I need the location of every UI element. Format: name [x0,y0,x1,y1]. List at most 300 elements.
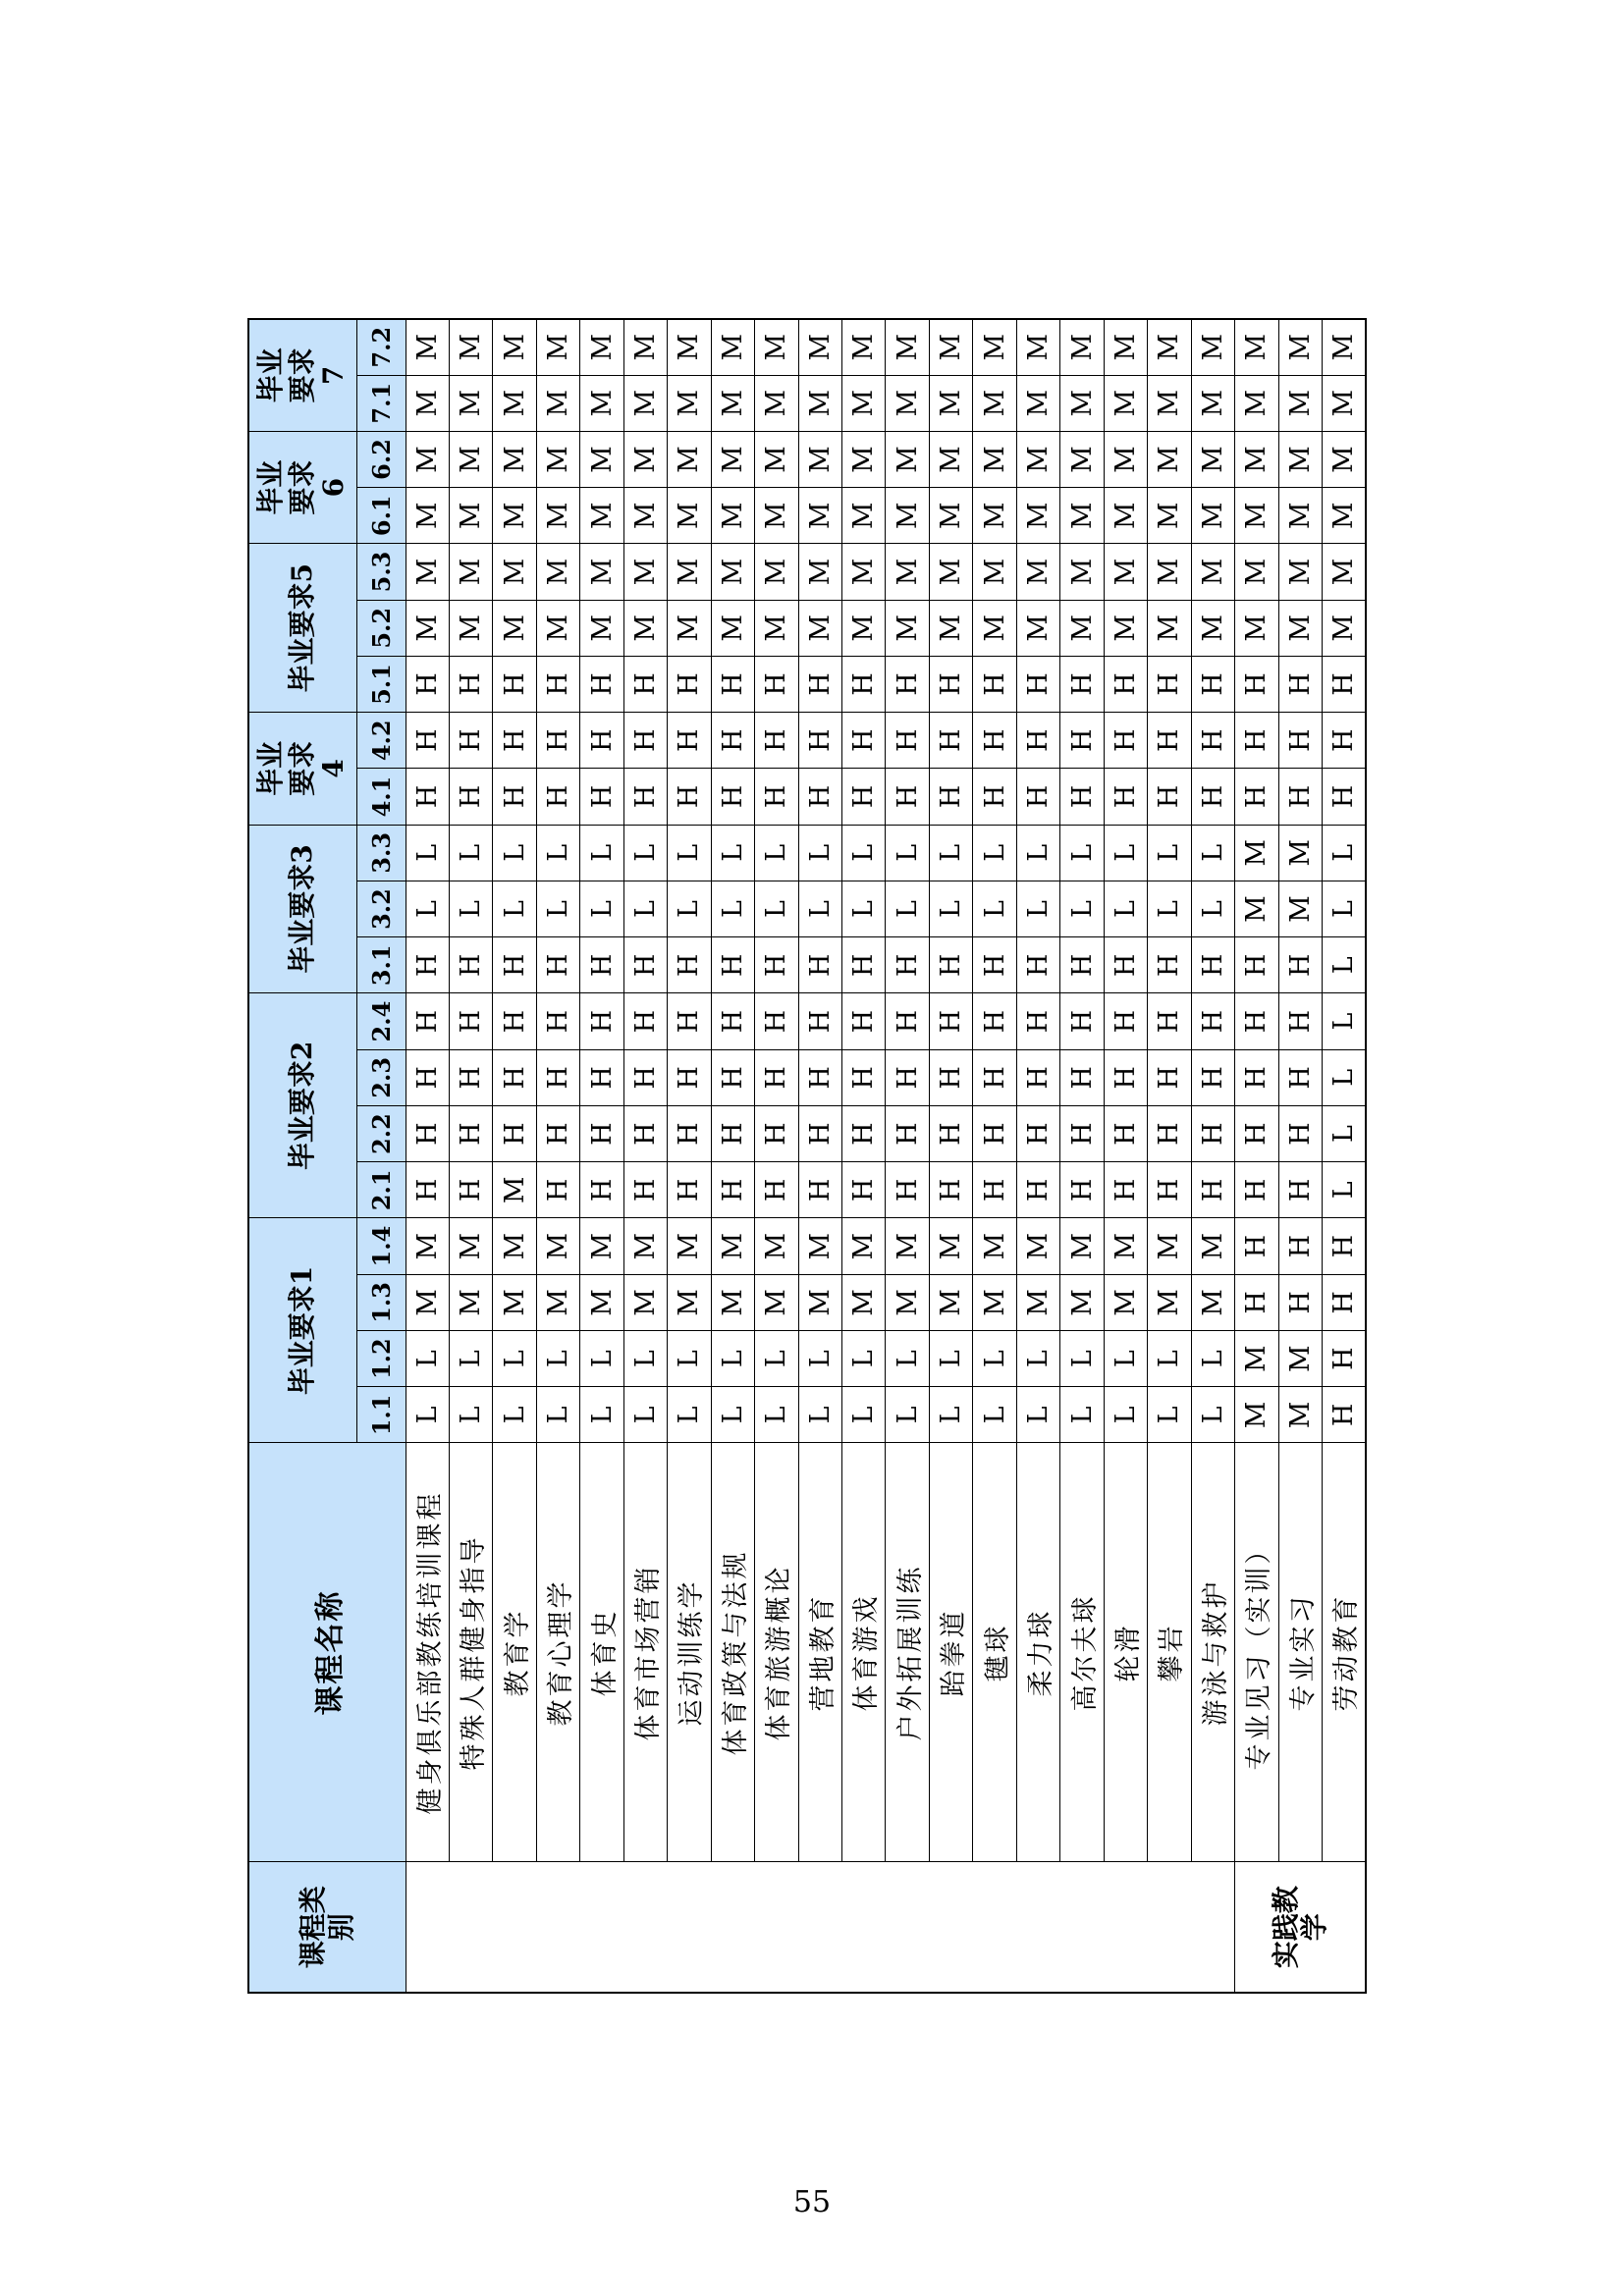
support-level-cell: M [1104,1274,1147,1330]
support-level-cell: M [536,1218,579,1274]
support-level-cell: M [973,1274,1016,1330]
support-level-cell: H [929,993,972,1049]
course-row [1235,319,1278,1993]
course-row [623,319,667,1993]
support-level-cell: H [449,769,492,825]
support-level-cell: H [929,769,972,825]
support-level-cell: M [886,1274,929,1330]
support-level-cell: H [668,769,711,825]
support-level-cell: M [755,488,798,544]
support-level-cell: M [580,431,623,487]
support-level-cell: M [1235,825,1278,881]
support-level-cell: H [668,656,711,712]
support-level-cell: M [493,319,536,375]
support-level-cell: H [1060,656,1104,712]
support-level-cell: M [973,431,1016,487]
support-level-cell: M [842,544,886,600]
requirement-group-header: 毕业要求3 [248,825,356,993]
support-level-cell: M [1016,431,1059,487]
requirement-subitem-header: 5.1 [356,656,406,712]
support-level-cell: H [842,1162,886,1218]
support-level-cell: H [406,1049,449,1105]
support-level-cell: M [1323,544,1366,600]
support-level-cell: L [711,825,754,881]
support-level-cell: M [580,488,623,544]
requirement-subitem-header: 5.2 [356,600,406,656]
support-level-cell: M [842,1274,886,1330]
support-level-cell: M [623,375,667,431]
support-level-cell: M [449,488,492,544]
course-row [1104,319,1147,1993]
course-name: 教育心理学 [536,1443,579,1862]
support-level-cell: H [1278,1162,1322,1218]
support-level-cell: L [755,1331,798,1387]
course-row [886,319,929,1993]
support-level-cell: L [623,825,667,881]
course-name: 体育政策与法规 [711,1443,754,1862]
support-level-cell: L [1148,1331,1191,1387]
course-row [755,319,798,1993]
support-level-cell: M [1016,1218,1059,1274]
support-level-cell: H [580,1105,623,1161]
support-level-cell: M [406,544,449,600]
support-level-cell: M [1060,375,1104,431]
support-level-cell: L [493,1331,536,1387]
support-level-cell: M [1235,544,1278,600]
support-level-cell: L [1323,881,1366,936]
course-name: 体育史 [580,1443,623,1862]
support-level-cell: M [798,319,841,375]
support-level-cell: M [536,544,579,600]
support-level-cell: H [711,656,754,712]
support-level-cell: M [406,600,449,656]
support-level-cell: H [973,1105,1016,1161]
support-level-cell: L [1191,1387,1234,1443]
support-level-cell: M [755,375,798,431]
support-level-cell: M [973,375,1016,431]
support-level-cell: H [1235,1218,1278,1274]
support-level-cell: M [1016,488,1059,544]
support-level-cell: H [1148,993,1191,1049]
support-level-cell: L [711,1331,754,1387]
support-level-cell: M [711,1274,754,1330]
support-level-cell: M [1278,600,1322,656]
support-level-cell: L [973,1387,1016,1443]
support-level-cell: L [1323,825,1366,881]
support-level-cell: H [1278,656,1322,712]
rotated-table-container [247,320,1365,1994]
support-level-cell: H [1235,713,1278,769]
support-level-cell: M [536,488,579,544]
support-level-cell: L [886,1331,929,1387]
support-level-cell: L [406,825,449,881]
support-level-cell: H [536,713,579,769]
support-level-cell: L [929,1387,972,1443]
support-level-cell: H [668,713,711,769]
support-level-cell: M [1148,1274,1191,1330]
support-level-cell: M [886,488,929,544]
support-level-cell: H [1235,1105,1278,1161]
support-level-cell: H [798,1049,841,1105]
support-level-cell: M [1148,375,1191,431]
curriculum-matrix-table [247,318,1367,1994]
course-row [1148,319,1191,1993]
support-level-cell: H [668,1105,711,1161]
support-level-cell: M [1235,600,1278,656]
support-level-cell: H [1323,713,1366,769]
category-cell-blank [406,1862,1235,1993]
support-level-cell: H [668,937,711,993]
support-level-cell: L [449,1331,492,1387]
support-level-cell: M [798,375,841,431]
support-level-cell: H [1016,993,1059,1049]
support-level-cell: H [536,769,579,825]
support-level-cell: M [711,600,754,656]
support-level-cell: L [929,1331,972,1387]
course-name: 跆拳道 [929,1443,972,1862]
support-level-cell: M [886,1218,929,1274]
support-level-cell: M [1278,881,1322,936]
support-level-cell: H [623,993,667,1049]
support-level-cell: H [1323,1274,1366,1330]
support-level-cell: H [493,1049,536,1105]
course-name: 柔力球 [1016,1443,1059,1862]
support-level-cell: M [842,431,886,487]
support-level-cell: H [973,937,1016,993]
course-name: 高尔夫球 [1060,1443,1104,1862]
requirement-subitem-header: 5.3 [356,544,406,600]
support-level-cell: H [1235,993,1278,1049]
support-level-cell: L [493,825,536,881]
support-level-cell: H [1104,713,1147,769]
support-level-cell: L [711,881,754,936]
support-level-cell: L [842,825,886,881]
support-level-cell: H [842,1105,886,1161]
support-level-cell: H [668,993,711,1049]
support-level-cell: M [1278,1387,1322,1443]
course-name: 特殊人群健身指导 [449,1443,492,1862]
support-level-cell: H [1148,937,1191,993]
support-level-cell: M [798,431,841,487]
course-row [1016,319,1059,1993]
support-level-cell: L [842,1331,886,1387]
requirement-subitem-header: 1.2 [356,1331,406,1387]
support-level-cell: M [1060,431,1104,487]
support-level-cell: L [755,881,798,936]
requirement-group-header: 毕业要求5 [248,544,356,713]
course-name: 体育市场营销 [623,1443,667,1862]
support-level-cell: M [1148,319,1191,375]
course-row [929,319,972,1993]
support-level-cell: H [886,1162,929,1218]
support-level-cell: M [711,488,754,544]
support-level-cell: M [623,488,667,544]
course-name: 体育游戏 [842,1443,886,1862]
support-level-cell: M [929,1218,972,1274]
requirement-subitem-header: 7.1 [356,375,406,431]
support-level-cell: M [929,1274,972,1330]
support-level-cell: H [1323,1387,1366,1443]
support-level-cell: M [623,1218,667,1274]
support-level-cell: M [886,431,929,487]
support-level-cell: M [798,1218,841,1274]
support-level-cell: M [755,431,798,487]
support-level-cell: H [1104,937,1147,993]
support-level-cell: M [623,431,667,487]
support-level-cell: M [580,375,623,431]
support-level-cell: H [886,1105,929,1161]
support-level-cell: M [798,488,841,544]
support-level-cell: H [755,1049,798,1105]
support-level-cell: H [406,993,449,1049]
requirement-subitem-header: 3.2 [356,881,406,936]
support-level-cell: H [755,993,798,1049]
support-level-cell: L [623,1331,667,1387]
category-header: 课程类别 [248,1862,406,1993]
support-level-cell: H [1278,937,1322,993]
support-level-cell: M [668,600,711,656]
support-level-cell: H [1235,1162,1278,1218]
support-level-cell: H [842,1049,886,1105]
support-level-cell: M [449,600,492,656]
requirement-subitem-header: 6.1 [356,488,406,544]
support-level-cell: H [798,656,841,712]
support-level-cell: H [406,769,449,825]
support-level-cell: H [1016,1162,1059,1218]
support-level-cell: M [1278,825,1322,881]
support-level-cell: H [973,1162,1016,1218]
support-level-cell: H [1235,769,1278,825]
support-level-cell: H [1278,993,1322,1049]
support-level-cell: M [449,544,492,600]
support-level-cell: H [842,937,886,993]
course-row [668,319,711,1993]
course-row [711,319,754,1993]
support-level-cell: M [973,488,1016,544]
support-level-cell: H [1104,656,1147,712]
support-level-cell: M [755,319,798,375]
support-level-cell: L [929,881,972,936]
support-level-cell: H [623,937,667,993]
course-name: 专业实习 [1278,1443,1322,1862]
course-name-header: 课程名称 [248,1443,406,1862]
support-level-cell: H [886,993,929,1049]
support-level-cell: M [406,1274,449,1330]
support-level-cell: H [973,1049,1016,1105]
support-level-cell: H [1323,1331,1366,1387]
support-level-cell: H [1235,656,1278,712]
support-level-cell: H [755,769,798,825]
support-level-cell: H [493,656,536,712]
support-level-cell: L [668,1331,711,1387]
support-level-cell: M [929,544,972,600]
support-level-cell: M [886,600,929,656]
support-level-cell: H [536,937,579,993]
support-level-cell: L [1191,881,1234,936]
support-level-cell: H [1104,1049,1147,1105]
support-level-cell: M [1060,1274,1104,1330]
support-level-cell: M [668,1218,711,1274]
support-level-cell: H [1104,769,1147,825]
support-level-cell: H [711,1105,754,1161]
support-level-cell: L [406,881,449,936]
support-level-cell: M [1104,544,1147,600]
support-level-cell: M [1235,319,1278,375]
support-level-cell: L [580,825,623,881]
course-name: 健身俱乐部教练培训课程 [406,1443,449,1862]
requirement-subitem-header: 2.2 [356,1105,406,1161]
support-level-cell: H [623,713,667,769]
support-level-cell: H [406,1105,449,1161]
support-level-cell: L [842,881,886,936]
requirement-subitem-header: 4.2 [356,713,406,769]
support-level-cell: H [973,656,1016,712]
support-level-cell: M [842,488,886,544]
support-level-cell: M [1235,1387,1278,1443]
support-level-cell: M [536,375,579,431]
support-level-cell: L [973,881,1016,936]
support-level-cell: L [668,881,711,936]
support-level-cell: M [1278,544,1322,600]
support-level-cell: H [1323,656,1366,712]
support-level-cell: M [886,375,929,431]
requirement-subitem-header: 2.3 [356,1049,406,1105]
support-level-cell: H [1235,1274,1278,1330]
support-level-cell: M [1016,1274,1059,1330]
course-row [1278,319,1322,1993]
requirement-subitem-header: 2.1 [356,1162,406,1218]
support-level-cell: M [1323,431,1366,487]
support-level-cell: M [406,319,449,375]
support-level-cell: M [711,431,754,487]
support-level-cell: M [1278,319,1322,375]
support-level-cell: H [973,993,1016,1049]
support-level-cell: H [449,937,492,993]
support-level-cell: M [1278,431,1322,487]
support-level-cell: L [1323,993,1366,1049]
support-level-cell: H [1278,1274,1322,1330]
support-level-cell: M [1148,431,1191,487]
support-level-cell: M [1323,375,1366,431]
support-level-cell: H [1191,656,1234,712]
support-level-cell: H [1191,713,1234,769]
course-name: 教育学 [493,1443,536,1862]
support-level-cell: L [1016,825,1059,881]
support-level-cell: M [536,319,579,375]
support-level-cell: M [1104,431,1147,487]
support-level-cell: M [493,488,536,544]
support-level-cell: M [1235,881,1278,936]
course-row [493,319,536,1993]
support-level-cell: H [1278,1105,1322,1161]
support-level-cell: M [668,1274,711,1330]
support-level-cell: M [1323,488,1366,544]
support-level-cell: L [1104,825,1147,881]
support-level-cell: M [798,1274,841,1330]
support-level-cell: H [1016,656,1059,712]
support-level-cell: M [580,1218,623,1274]
support-level-cell: H [755,713,798,769]
support-level-cell: H [1191,1162,1234,1218]
support-level-cell: H [842,713,886,769]
support-level-cell: H [1148,656,1191,712]
support-level-cell: L [798,1387,841,1443]
support-level-cell: M [711,544,754,600]
support-level-cell: M [406,375,449,431]
support-level-cell: H [886,937,929,993]
support-level-cell: M [798,544,841,600]
support-level-cell: L [1323,1105,1366,1161]
support-level-cell: H [1016,1105,1059,1161]
support-level-cell: M [449,319,492,375]
support-level-cell: M [1148,1218,1191,1274]
course-row [973,319,1016,1993]
requirement-subitem-header: 3.3 [356,825,406,881]
support-level-cell: H [1235,1049,1278,1105]
support-level-cell: H [1148,1162,1191,1218]
support-level-cell: M [842,1218,886,1274]
support-level-cell: M [493,1218,536,1274]
page-number: 55 [792,2185,832,2219]
support-level-cell: L [406,1331,449,1387]
support-level-cell: L [1191,825,1234,881]
support-level-cell: L [493,881,536,936]
support-level-cell: M [1148,544,1191,600]
support-level-cell: L [1148,881,1191,936]
rotated-table-frame [247,320,1365,1994]
support-level-cell: L [623,1387,667,1443]
support-level-cell: L [493,1387,536,1443]
support-level-cell: M [973,1218,1016,1274]
support-level-cell: H [755,1105,798,1161]
support-level-cell: M [1148,600,1191,656]
support-level-cell: H [1323,769,1366,825]
support-level-cell: L [973,1331,1016,1387]
support-level-cell: H [668,1049,711,1105]
support-level-cell: H [711,1162,754,1218]
support-level-cell: L [1104,1387,1147,1443]
support-level-cell: H [1323,1218,1366,1274]
support-level-cell: H [493,713,536,769]
support-level-cell: H [1104,1162,1147,1218]
support-level-cell: L [1104,881,1147,936]
support-level-cell: H [1191,769,1234,825]
support-level-cell: M [1104,319,1147,375]
support-level-cell: L [1323,937,1366,993]
support-level-cell: H [1060,1162,1104,1218]
support-level-cell: M [929,375,972,431]
support-level-cell: L [623,881,667,936]
support-level-cell: M [493,431,536,487]
support-level-cell: M [493,600,536,656]
support-level-cell: H [1060,1105,1104,1161]
support-level-cell: M [929,488,972,544]
requirement-group-header: 毕业要求6 [248,431,356,544]
support-level-cell: M [406,431,449,487]
support-level-cell: M [1060,1218,1104,1274]
support-level-cell: M [1104,1218,1147,1274]
support-level-cell: H [755,1162,798,1218]
support-level-cell: M [580,1274,623,1330]
support-level-cell: M [1235,1331,1278,1387]
course-row [406,319,449,1993]
support-level-cell: H [580,1049,623,1105]
support-level-cell: H [623,769,667,825]
support-level-cell: H [798,1162,841,1218]
requirement-subitem-header: 1.4 [356,1218,406,1274]
support-level-cell: L [798,825,841,881]
support-level-cell: L [1016,1387,1059,1443]
